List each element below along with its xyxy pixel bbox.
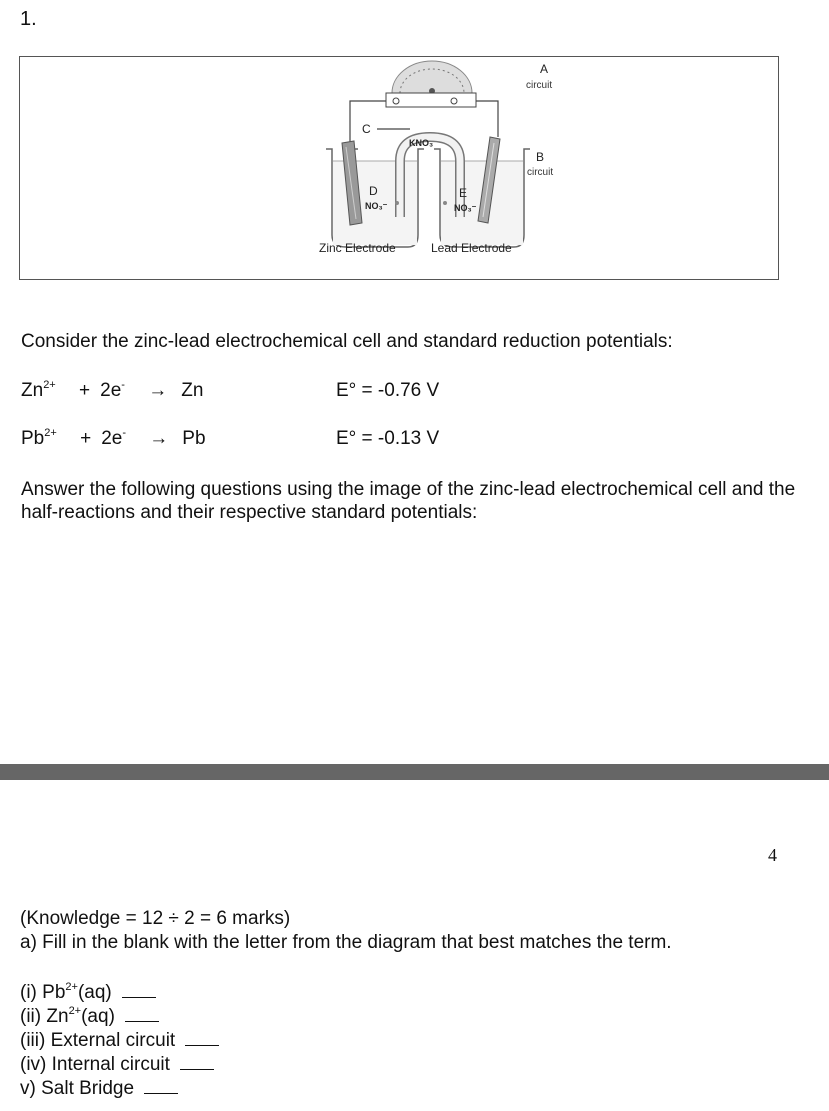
- item-label: v) Salt Bridge: [20, 1078, 135, 1099]
- reaction-ion: Pb: [21, 428, 45, 449]
- label-a: A: [540, 62, 549, 76]
- marks-text: (Knowledge = 12 ÷ 2 = 6 marks): [20, 908, 291, 929]
- part-a-prompt: a) Fill in the blank with the letter from the diagram that best matches the term.: [20, 932, 672, 953]
- item-suffix: (aq): [81, 1006, 115, 1027]
- reaction-electrons: 2e: [100, 380, 122, 401]
- item-label: (iv) Internal circuit: [20, 1054, 170, 1075]
- label-d: D: [369, 184, 378, 198]
- list-item: [20, 1030, 219, 1052]
- arrow-icon: →: [148, 380, 168, 401]
- answer-blank[interactable]: [144, 1079, 178, 1094]
- potential-lead: E° = -0.13 V: [336, 428, 440, 449]
- question-number: 1.: [20, 8, 37, 30]
- reaction-ion-charge: 2+: [44, 427, 57, 439]
- reaction-electrons: 2e: [101, 428, 123, 449]
- label-zinc-electrode: Zinc Electrode: [319, 241, 396, 255]
- page-break: [0, 764, 829, 780]
- list-item: [20, 982, 156, 1004]
- page-number: 4: [768, 845, 777, 865]
- list-item: [20, 1054, 214, 1076]
- reaction-plus: +: [79, 380, 91, 401]
- reaction-product: Zn: [181, 380, 204, 401]
- reaction-ion-charge: 2+: [43, 379, 56, 391]
- reaction-plus: +: [80, 428, 92, 449]
- label-a-sub: circuit: [526, 80, 553, 91]
- beaker-left: [326, 149, 424, 247]
- reaction-electron-charge: -: [121, 379, 125, 391]
- intro-text: Consider the zinc-lead electrochemical cell and standard reduction potentials:: [21, 331, 673, 352]
- label-e: E: [459, 186, 468, 200]
- electrochemical-cell-diagram: [20, 57, 780, 281]
- answer-blank[interactable]: [125, 1007, 159, 1022]
- instructions-text: Answer the following questions using the image of the zinc-lead electrochemical cell and the half-reactions and their respective standard potentials:: [21, 479, 796, 523]
- diagram-frame: [19, 56, 779, 280]
- answer-blank[interactable]: [122, 983, 156, 998]
- reaction-ion: Zn: [21, 380, 44, 401]
- answer-blank[interactable]: [185, 1031, 219, 1046]
- item-label: (ii) Zn: [20, 1006, 69, 1027]
- answer-blank[interactable]: [180, 1055, 214, 1070]
- item-sup: 2+: [68, 1005, 82, 1017]
- reaction-product: Pb: [182, 428, 206, 449]
- reaction-electron-charge: -: [122, 427, 126, 439]
- potential-zinc: E° = -0.76 V: [336, 380, 440, 401]
- label-d-ion: NO₃⁻: [365, 201, 388, 211]
- label-e-ion: NO₃⁻: [454, 203, 477, 213]
- arrow-icon: →: [149, 428, 169, 449]
- label-b-sub: circuit: [527, 167, 554, 178]
- label-b: B: [536, 150, 545, 164]
- label-c: C: [362, 122, 371, 136]
- list-item: [20, 1006, 159, 1028]
- label-salt-bridge: KNO₃: [409, 138, 434, 148]
- reaction-zinc: [21, 380, 203, 402]
- list-item: [20, 1078, 178, 1100]
- voltmeter-icon: [386, 61, 476, 107]
- reaction-lead: [21, 428, 206, 450]
- item-label: (i) Pb: [20, 982, 66, 1003]
- label-lead-electrode: Lead Electrode: [431, 241, 512, 255]
- item-suffix: (aq): [77, 982, 112, 1003]
- item-label: (iii) External circuit: [20, 1030, 176, 1051]
- item-sup: 2+: [65, 981, 78, 993]
